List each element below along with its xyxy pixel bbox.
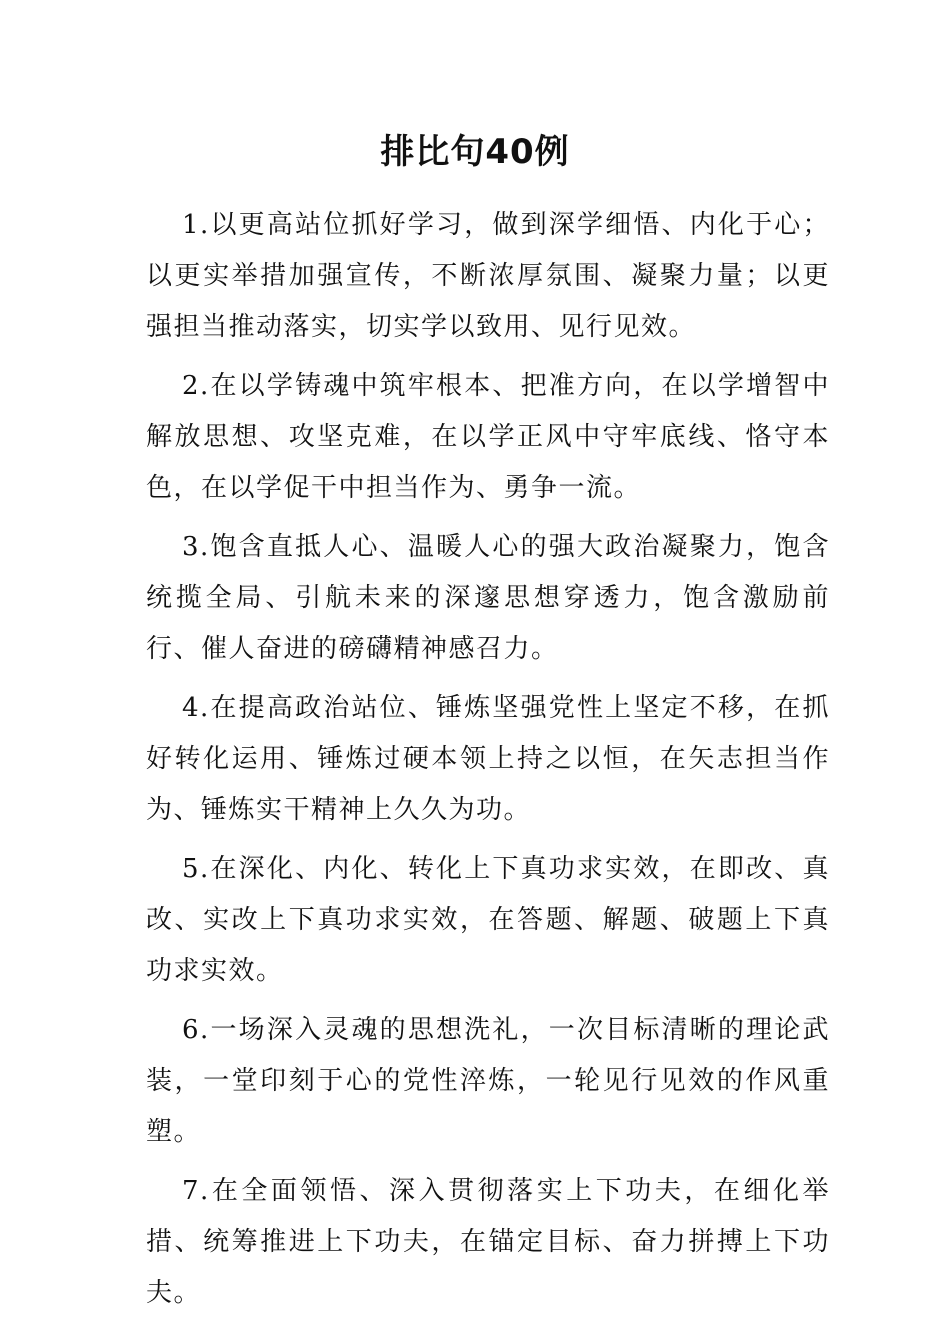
paragraph-5: 5.在深化、内化、转化上下真功求实效，在即改、真改、实改上下真功求实效，在答题、解题、破题上下真功求实效。 [146, 854, 830, 986]
paragraph-1: 1.以更高站位抓好学习，做到深学细悟、内化于心；以更实举措加强宣传，不断浓厚氛围、凝聚力量；以更强担当推动落实，切实学以致用、见行见效。 [146, 210, 830, 342]
paragraph-2: 2.在以学铸魂中筑牢根本、把准方向，在以学增智中解放思想、攻坚克难，在以学正风中守牢底线、恪守本色，在以学促干中担当作为、勇争一流。 [146, 371, 830, 503]
paragraph-6: 6.一场深入灵魂的思想洗礼，一次目标清晰的理论武装，一堂印刻于心的党性淬炼，一轮见行见效的作风重塑。 [146, 1015, 830, 1147]
document-title: 排比句40例 [380, 132, 570, 172]
paragraph-3: 3.饱含直抵人心、温暖人心的强大政治凝聚力，饱含统揽全局、引航未来的深邃思想穿透力，饱含激励前行、催人奋进的磅礴精神感召力。 [146, 532, 830, 664]
paragraph-4: 4.在提高政治站位、锤炼坚强党性上坚定不移，在抓好转化运用、锤炼过硬本领上持之以恒，在矢志担当作为、锤炼实干精神上久久为功。 [146, 693, 830, 825]
document-body [146, 200, 830, 1327]
paragraph-7: 7.在全面领悟、深入贯彻落实上下功夫，在细化举措、统筹推进上下功夫，在锚定目标、奋力拼搏上下功夫。 [146, 1176, 830, 1308]
